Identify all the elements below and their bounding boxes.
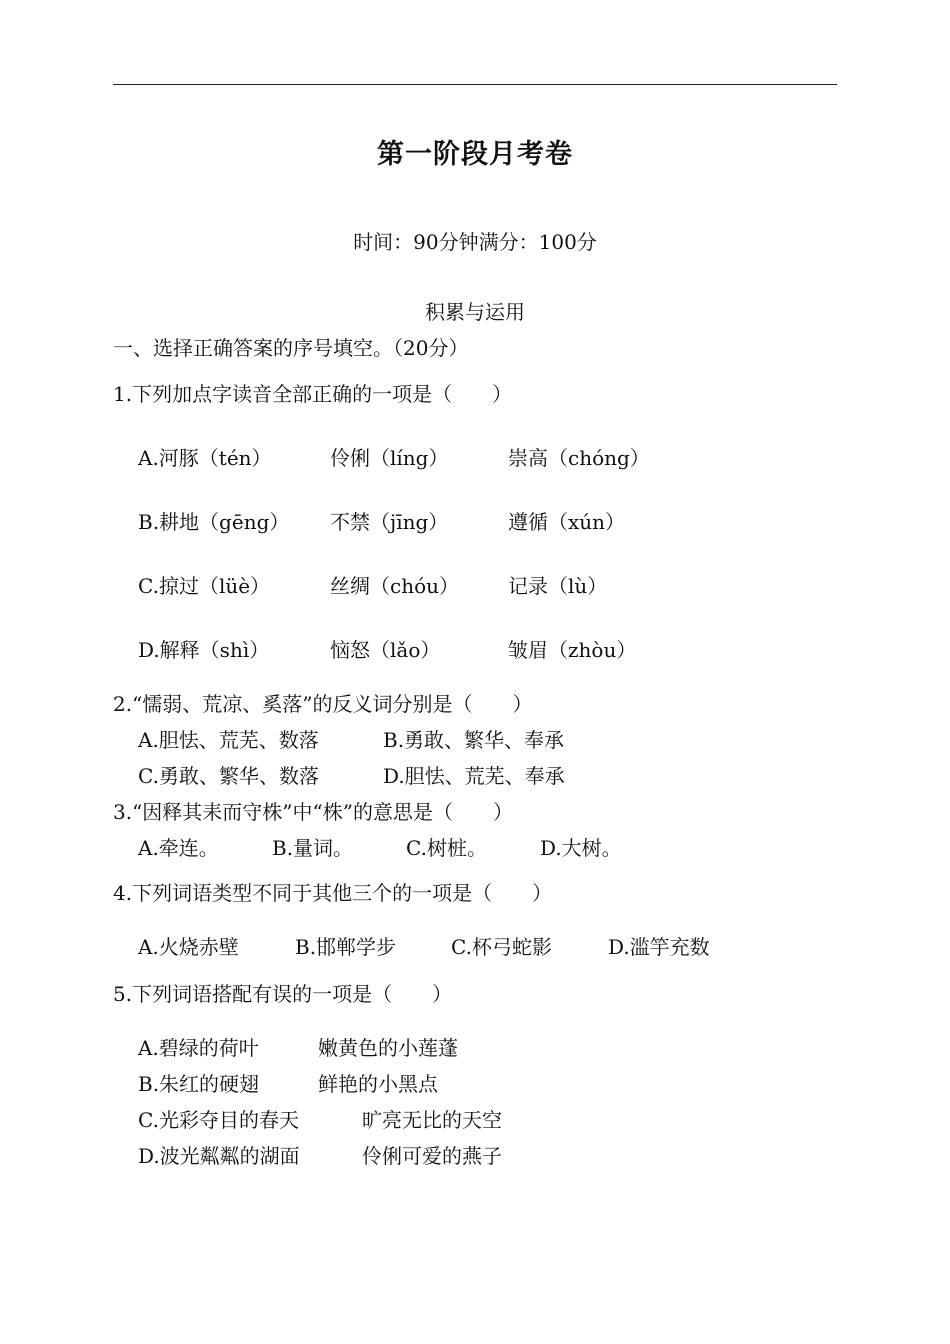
- q3-stem: 3.“因释其耒而守株”中“株”的意思是（ ）: [113, 800, 513, 824]
- page-title: 第一阶段月考卷: [377, 139, 573, 170]
- q5-option-a-2: 嫩黄色的小莲蓬: [318, 1036, 458, 1060]
- q1-option-a-1[interactable]: A.河豚（tén）: [138, 446, 272, 470]
- q1-option-b-2: 不禁（jīng）: [330, 510, 449, 534]
- q1-option-a-3: 崇高（chóng）: [508, 446, 650, 470]
- exam-meta: 时间：90分钟满分：100分: [353, 230, 597, 254]
- q2-stem: 2.“懦弱、荒凉、奚落”的反义词分别是（ ）: [113, 692, 533, 716]
- q1-option-d-1[interactable]: D.解释（shì）: [138, 638, 270, 662]
- q3-option-c[interactable]: C.树桩。: [406, 836, 487, 860]
- header-rule: [113, 84, 837, 85]
- q5-option-b-2: 鲜艳的小黑点: [318, 1072, 438, 1096]
- q3-option-a[interactable]: A.牵连。: [138, 836, 219, 860]
- q3-option-d[interactable]: D.大树。: [540, 836, 622, 860]
- q4-option-a[interactable]: A.火烧赤壁: [138, 935, 239, 959]
- q4-option-b[interactable]: B.邯郸学步: [295, 935, 397, 959]
- q2-option-a[interactable]: A.胆怯、荒芜、数落: [138, 728, 319, 752]
- q1-stem: 1.下列加点字读音全部正确的一项是（ ）: [113, 382, 513, 406]
- q1-option-d-2: 恼怒（lǎo）: [330, 638, 441, 662]
- q1-option-c-1[interactable]: C.掠过（lüè）: [138, 574, 271, 598]
- q1-option-b-1[interactable]: B.耕地（gēng）: [138, 510, 290, 534]
- part1-heading: 一、选择正确答案的序号填空。（20分）: [113, 336, 469, 360]
- q5-option-a-1[interactable]: A.碧绿的荷叶: [138, 1036, 259, 1060]
- q5-option-c-1[interactable]: C.光彩夺目的春天: [138, 1108, 299, 1132]
- q1-option-b-3: 遵循（xún）: [508, 510, 626, 534]
- q5-option-c-2: 旷亮无比的天空: [362, 1108, 502, 1132]
- q2-option-c[interactable]: C.勇敢、繁华、数落: [138, 764, 319, 788]
- q3-option-b[interactable]: B.量词。: [272, 836, 354, 860]
- q1-option-c-3: 记录（lù）: [508, 574, 608, 598]
- section-title: 积累与运用: [425, 300, 525, 324]
- q2-option-b[interactable]: B.勇敢、繁华、奉承: [383, 728, 565, 752]
- q4-option-c[interactable]: C.杯弓蛇影: [451, 935, 552, 959]
- q5-stem: 5.下列词语搭配有误的一项是（ ）: [113, 982, 453, 1006]
- q4-option-d[interactable]: D.滥竽充数: [608, 935, 710, 959]
- q2-option-d[interactable]: D.胆怯、荒芜、奉承: [383, 764, 565, 788]
- q5-option-b-1[interactable]: B.朱红的硬翅: [138, 1072, 260, 1096]
- q5-option-d-1[interactable]: D.波光粼粼的湖面: [138, 1144, 300, 1168]
- q1-option-c-2: 丝绸（chóu）: [330, 574, 460, 598]
- q1-option-d-3: 皱眉（zhòu）: [508, 638, 637, 662]
- q5-option-d-2: 伶俐可爱的燕子: [362, 1144, 502, 1168]
- q4-stem: 4.下列词语类型不同于其他三个的一项是（ ）: [113, 881, 553, 905]
- q1-option-a-2: 伶俐（líng）: [330, 446, 449, 470]
